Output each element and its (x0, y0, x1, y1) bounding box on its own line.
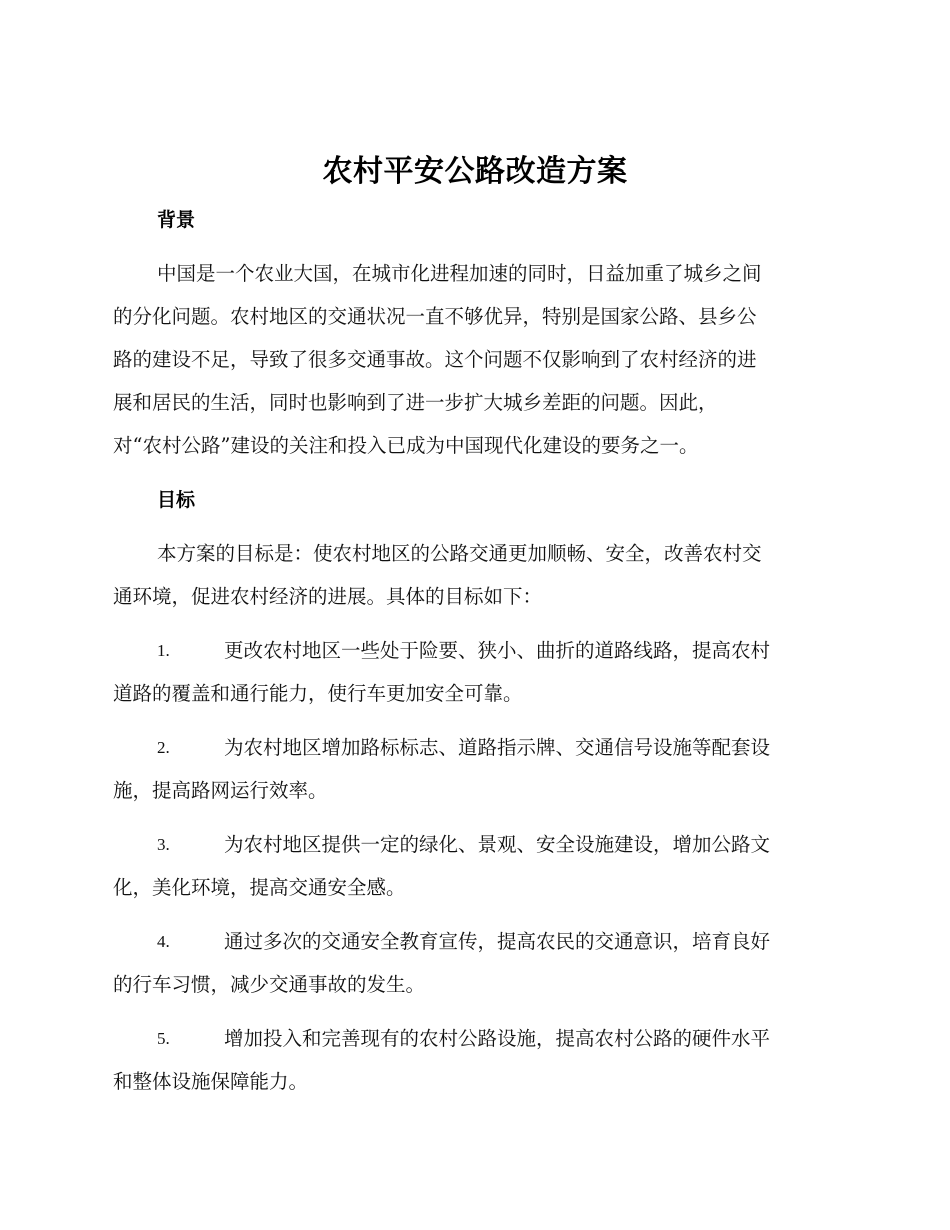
goal-item-5 (113, 1017, 831, 1103)
goal-text-line: 和整体设施保障能力。 (113, 1070, 309, 1093)
goal-number: 1. (157, 641, 170, 660)
goal-item-2 (113, 726, 831, 812)
goal-text-line: 为农村地区增加路标标志、道路指示牌、交通信号设施等配套设 (224, 736, 771, 759)
goal-item-1 (113, 629, 831, 715)
section-heading-goals: 目标 (157, 489, 196, 511)
goals-intro-paragraph (113, 532, 831, 618)
goal-text-line: 通过多次的交通安全教育宣传，提高农民的交通意识，培育良好 (224, 930, 771, 953)
goal-number: 3. (157, 835, 170, 854)
goal-text-line: 化，美化环境，提高交通安全感。 (113, 876, 406, 899)
goal-number: 5. (157, 1029, 170, 1048)
goal-text-line: 为农村地区提供一定的绿化、景观、安全设施建设，增加公路文 (224, 833, 771, 856)
goal-text-line: 道路的覆盖和通行能力，使行车更加安全可靠。 (113, 682, 523, 705)
paragraph-line: 展和居民的生活，同时也影响到了进一步扩大城乡差距的问题。因此， (113, 391, 718, 414)
paragraph-line: 本方案的目标是：使农村地区的公路交通更加顺畅、安全，改善农村交 (157, 542, 762, 565)
goal-text-line: 更改农村地区一些处于险要、狭小、曲折的道路线路，提高农村 (224, 639, 771, 662)
paragraph-line: 中国是一个农业大国，在城市化进程加速的同时，日益加重了城乡之间 (157, 262, 762, 285)
section-heading-background: 背景 (157, 209, 196, 231)
goal-text-line: 施，提高路网运行效率。 (113, 779, 328, 802)
goal-text-line: 增加投入和完善现有的农村公路设施，提高农村公路的硬件水平 (224, 1027, 771, 1050)
goal-item-3 (113, 823, 831, 909)
background-paragraph (113, 252, 831, 467)
goal-item-4 (113, 920, 831, 1006)
document-title: 农村平安公路改造方案 (322, 154, 628, 189)
paragraph-line: 的分化问题。农村地区的交通状况一直不够优异，特别是国家公路、县乡公 (113, 305, 757, 328)
goal-number: 2. (157, 738, 170, 757)
goal-text-line: 的行车习惯，减少交通事故的发生。 (113, 973, 426, 996)
paragraph-line: 路的建设不足，导致了很多交通事故。这个问题不仅影响到了农村经济的进 (113, 348, 757, 371)
goal-number: 4. (157, 932, 170, 951)
paragraph-line: 通环境，促进农村经济的进展。具体的目标如下： (113, 585, 543, 608)
paragraph-line: 对“农村公路”建设的关注和投入已成为中国现代化建设的要务之一。 (113, 434, 699, 457)
